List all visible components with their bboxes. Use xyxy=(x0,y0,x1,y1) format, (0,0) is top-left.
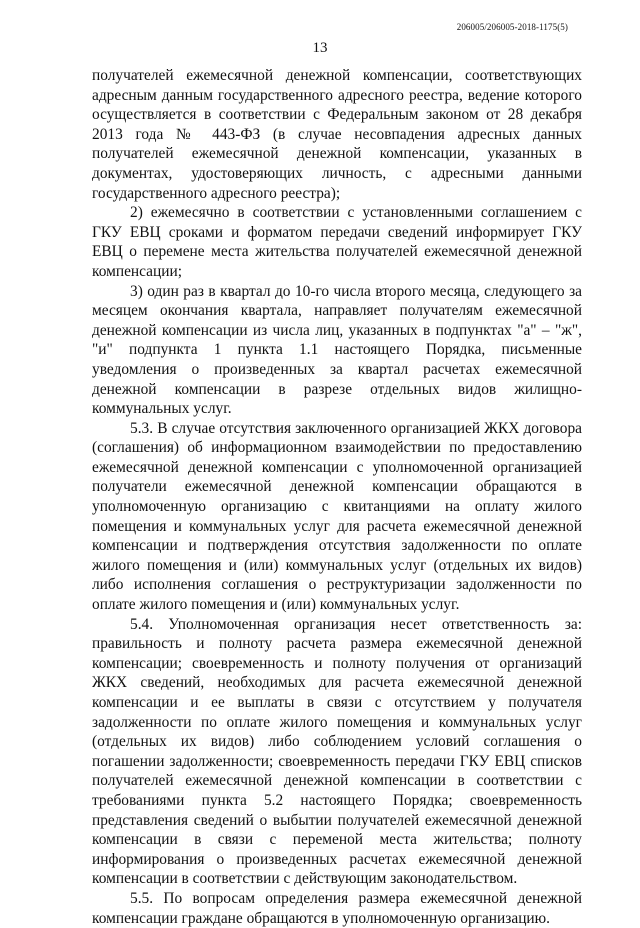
document-id: 206005/206005-2018-1175(5) xyxy=(456,22,568,32)
paragraph-item-2: 2) ежемесячно в соответствии с установленными соглашением с ГКУ ЕВЦ сроками и форматом передачи сведений информирует ГКУ ЕВЦ о перемене места жительства получателей ежемесячной денежной компенсации; xyxy=(92,204,582,280)
paragraph-continuation: получателей ежемесячной денежной компенсации, соответствующих адресным данным государственного адресного реестра, ведение которого осуществляется в соответствии с Федеральным законом от 28 декабря 2013 года № 443-ФЗ (в случае несовпадения адресных данных получателей ежемесячной денежной компенсации, указанных в документах, удостоверяющих личность, с адресными данными государственного адресного реестра); xyxy=(92,67,582,202)
page-number: 13 xyxy=(312,40,328,56)
paragraph-item-3: 3) один раз в квартал до 10-го числа второго месяца, следующего за месяцем окончания квартала, направляет получателям ежемесячной денежной компенсации из числа лиц, указанных в подпунктах "а" – "ж", "и" подпункта 1 пункта 1.1 настоящего Порядка, письменные уведомления о произведенных за квартал расчетах ежемесячной денежной компенсации в разрезе отдельных видов жилищно-коммунальных услуг. xyxy=(92,282,582,418)
document-body xyxy=(92,66,582,928)
paragraph-5-4: 5.4. Уполномоченная организация несет ответственность за: правильность и полноту расчета размера ежемесячной денежной компенсации; своевременность и полноту получения от организаций ЖКХ сведений, необходимых для расчета ежемесячной денежной компенсации и ее выплаты в связи с отсутствием у получателя задолженности по оплате жилого помещения и коммунальных услуг (отдельных их видов) либо соблюдением условий соглашения о погашении задолженности; своевременность передачи ГКУ ЕВЦ списков получателей ежемесячной денежной компенсации в соответствии с требованиями пункта 5.2 настоящего Порядка; своевременность представления сведений о выбытии получателей ежемесячной денежной компенсации в связи с переменой места жительства; полноту информирования о произведенных расчетах ежемесячной денежной компенсации в соответствии с действующим законодательством. xyxy=(92,615,582,888)
paragraph-5-5: 5.5. По вопросам определения размера ежемесячной денежной компенсации граждане обращаются в уполномоченную организацию. xyxy=(92,889,582,927)
paragraph-5-3: 5.3. В случае отсутствия заключенного организацией ЖКХ договора (соглашения) об информационном взаимодействии по предоставлению ежемесячной денежной компенсации с уполномоченной организацией получатели ежемесячной денежной компенсации обращаются в уполномоченную организацию с квитанциями на оплату жилого помещения и коммунальных услуг для расчета ежемесячной денежной компенсации и подтверждения отсутствия задолженности по оплате жилого помещения и (или) коммунальных услуг (отдельных их видов) либо исполнения соглашения о реструктуризации задолженности по оплате жилого помещения и (или) коммунальных услуг. xyxy=(92,419,582,614)
